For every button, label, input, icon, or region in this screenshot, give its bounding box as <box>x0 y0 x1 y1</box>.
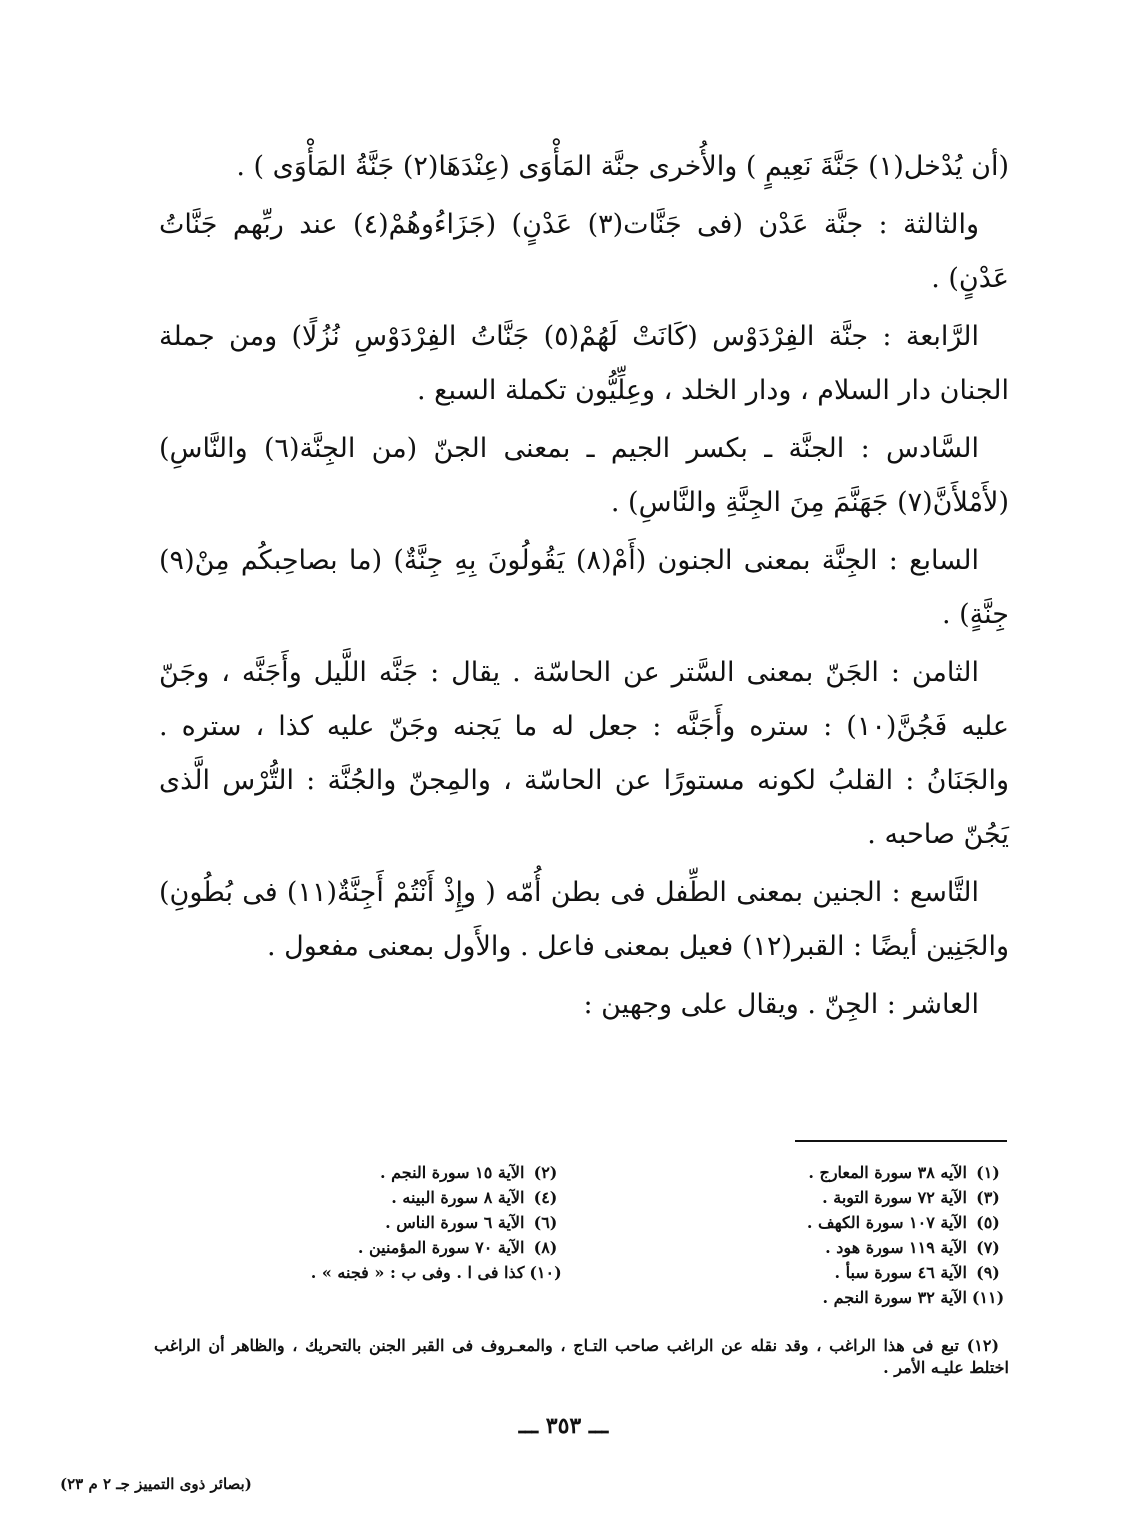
page-number: ـــ ٣٥٣ ـــ <box>518 1413 609 1439</box>
footnote-text: الآية ١٥ سورة النجم . <box>379 1163 525 1182</box>
footnote-number: (٤) <box>533 1188 558 1207</box>
paragraph: السابع : الجِنَّة بمعنى الجنون (أَمْ(٨) يَقُولُونَ بِهِ جِنَّةٌ) (ما بصاحِبكُم مِنْ(٩) جِنَّةٍ) . <box>159 545 1009 630</box>
paragraph: الرَّابعة : جنَّة الفِرْدَوْس (كَانَتْ لَهُمْ(٥) جَنَّاتُ الفِرْدَوْسِ نُزُلًا) ومن جملة الجنان دار السلام ، ودار الخلد ، وعِلِّيُّون تكملة السبع . <box>159 321 1009 406</box>
footnote-number: (٩) <box>976 1263 1000 1282</box>
footnote-text: الآية ٤٦ سورة سبأ . <box>834 1263 967 1282</box>
footnote-text: الآية ٨ سورة البينه . <box>391 1188 525 1207</box>
footnote-number: (١٠) <box>529 1263 562 1282</box>
footnote <box>597 1185 1010 1210</box>
paragraph: والثالثة : جنَّة عَدْن (فى جَنَّات(٣) عَدْنٍ) (جَزَاءُوهُمْ(٤) عند ربِّهم جَنَّاتُ عَدْنٍ) . <box>159 209 1009 294</box>
footnote-text: تبع فى هذا الراغب ، وقد نقله عن الراغب صاحب التـاج ، والمعـروف فى القبر الجنن بالتحريك ، والظاهر أن الراغب اختلط عليـه الأمر . <box>154 1336 1009 1377</box>
footnote-number: (٧) <box>976 1238 1000 1257</box>
footnote-number: (١٢) <box>966 1336 1000 1355</box>
footnote-12 <box>154 1335 1009 1379</box>
paragraph: العاشر : الجِنّ . ويقال على وجهين : <box>583 989 979 1020</box>
footnote <box>597 1260 1010 1285</box>
footnote-number: (١) <box>976 1163 1000 1182</box>
paragraph: السَّادس : الجنَّة ـ بكسر الجيم ـ بمعنى الجنّ (من الجِنَّة(٦) والنَّاسِ) (لأَمْلأَنَّ(٧) جَهَنَّمَ مِنَ الجِنَّةِ والنَّاسِ) . <box>159 433 1009 518</box>
footnote-text: كذا فى ا . وفى ب : « فجنه » . <box>310 1263 525 1282</box>
footnote-number: (٦) <box>533 1213 558 1232</box>
footnote-number: (١١) <box>971 1288 1005 1307</box>
footnote <box>597 1160 1010 1185</box>
footnote-text: الآية ٦ سورة الناس . <box>385 1213 525 1232</box>
printer-signature: (بصائر ذوى التمييز جـ ٢ م ٢٣) <box>60 1475 252 1493</box>
paragraph: الثامن : الجَنّ بمعنى السَّتر عن الحاسّة . يقال : جَنَّه اللَّيل وأَجَنَّه ، وجَنّ عليه فَجُنَّ(١٠) : ستره وأَجَنَّه : جعل له ما يَجنه وجَنّ عليه كذا ، ستره . والجَنَانُ : القلبُ لكونه مستورًا عن الحاسّة ، والمِجنّ والجُنَّة : التُّرْس الَّذى يَجُنّ صاحبه . <box>159 657 1009 850</box>
footnote <box>154 1210 567 1235</box>
footnote <box>597 1285 1010 1310</box>
paragraph: (أن يُدْخل(١) جَنَّةَ نَعِيمٍ ) والأُخرى جنَّة المَأْوَى (عِنْدَهَا(٢) جَنَّةُ المَأْوَى ) . <box>236 151 1009 182</box>
footnote-number: (٣) <box>976 1188 1000 1207</box>
footnote-number: (٢) <box>533 1163 558 1182</box>
footnote <box>154 1235 567 1260</box>
footnote <box>154 1160 567 1185</box>
footnote-separator <box>795 1140 1007 1142</box>
paragraph: التَّاسع : الجنين بمعنى الطِّفل فى بطن أُمّه ( وإِذْ أَنْتُمْ أَجِنَّةٌ(١١) فى بُطُونِ) والجَنِين أيضًا : القبر(١٢) فعيل بمعنى فاعل . والأَول بمعنى مفعول . <box>159 877 1009 962</box>
footnote-text: الآية ٧٠ سورة المؤمنين . <box>357 1238 525 1257</box>
footnote-text: الآية ١٠٧ سورة الكهف . <box>806 1213 967 1232</box>
footnotes <box>154 1160 1009 1310</box>
footnote-number: (٥) <box>976 1213 1000 1232</box>
footnote <box>597 1235 1010 1260</box>
footnote-number: (٨) <box>533 1238 558 1257</box>
footnote-text: الآيه ٣٨ سورة المعارج . <box>808 1163 967 1182</box>
footnote <box>154 1185 567 1210</box>
footnote <box>597 1210 1010 1235</box>
main-text <box>159 140 1009 1032</box>
footnote-text: الآية ٧٢ سورة التوبة . <box>822 1188 967 1207</box>
footnote <box>154 1260 567 1285</box>
footnote-text: الآية ١١٩ سورة هود . <box>825 1238 967 1257</box>
footnote-text: الآية ٣٢ سورة النجم . <box>822 1288 967 1307</box>
